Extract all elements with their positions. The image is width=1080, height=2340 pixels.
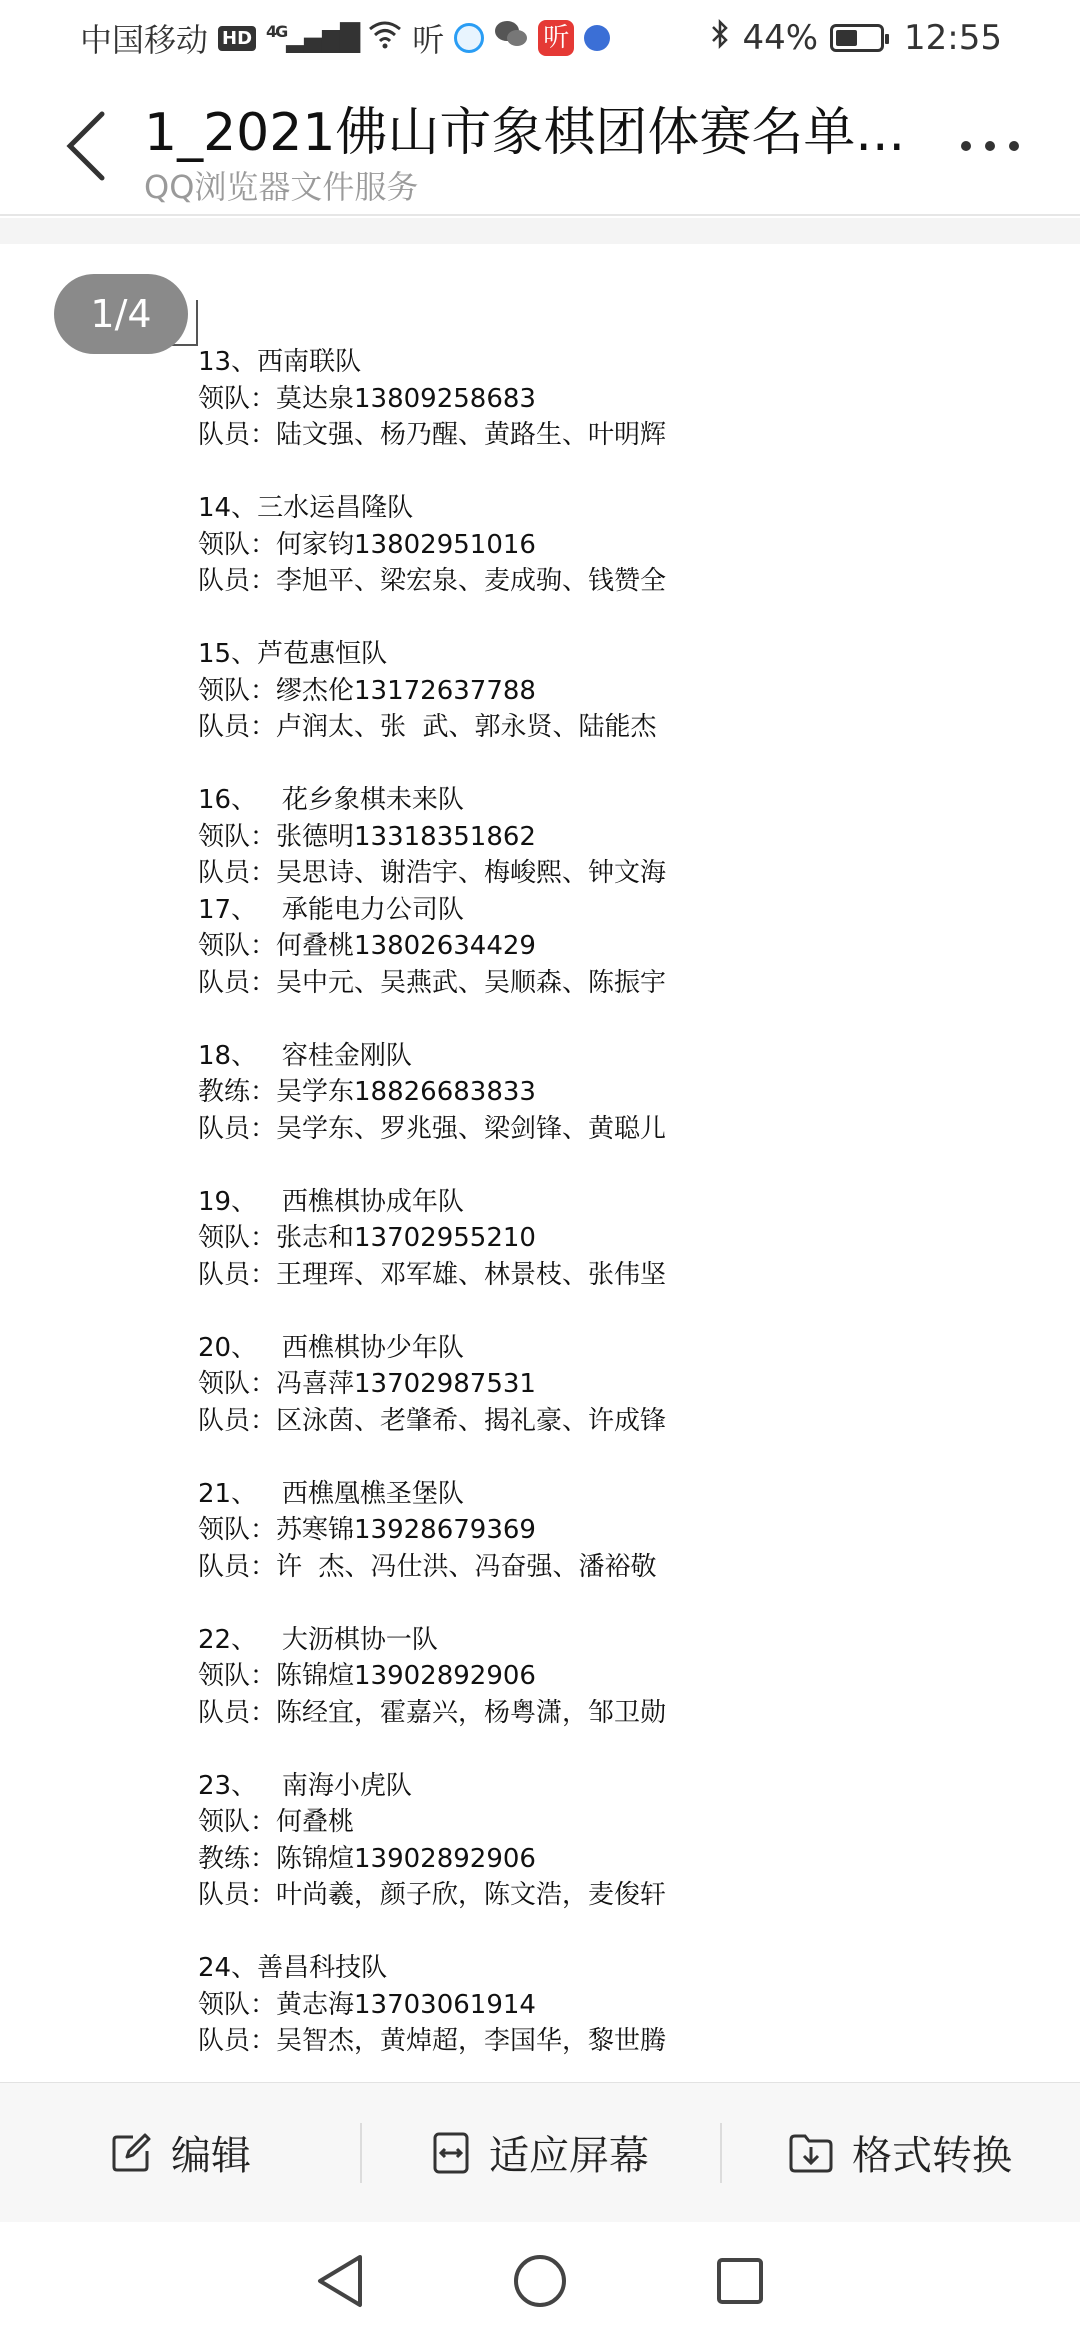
bluetooth-icon <box>710 18 730 59</box>
wechat-icon <box>494 19 528 57</box>
fit-screen-icon <box>431 2131 471 2175</box>
document-line: 教练：吴学东18826683833 <box>198 1077 536 1107</box>
battery-icon <box>830 24 884 52</box>
back-arrow-icon <box>64 110 108 182</box>
blank-line <box>198 1001 1038 1038</box>
title-bar <box>0 76 1080 216</box>
battery-percent: 44% <box>742 18 819 58</box>
document-line: 领队：苏寒锦13928679369 <box>198 1515 536 1545</box>
document-line: 队员：王理珲、邓军雄、林景枝、张伟坚 <box>198 1259 667 1290</box>
hd-icon: HD <box>218 26 256 51</box>
page-indicator: 1/4 <box>54 274 188 354</box>
document-line: 领队：何家钧13802951016 <box>198 529 536 560</box>
music-app-icon <box>584 25 610 51</box>
edit-button[interactable] <box>0 2083 360 2222</box>
status-bar <box>0 0 1080 76</box>
blank-line <box>198 1147 1038 1184</box>
document-line: 领队：陈锦煊13902892906 <box>198 1661 536 1691</box>
document-line: 队员：李旭平、梁宏泉、麦成驹、钱赞全 <box>198 566 667 596</box>
nav-back-button[interactable] <box>305 2246 375 2316</box>
document-page[interactable] <box>0 244 1080 2080</box>
document-line: 领队：莫达泉13809258683 <box>198 383 536 414</box>
navigation-bar <box>0 2222 1080 2340</box>
wifi-icon <box>368 19 402 57</box>
edit-label: 编辑 <box>171 2133 251 2179</box>
blank-line <box>198 1731 1038 1768</box>
document-line: 13、西南联队 <box>198 347 362 377</box>
network-label: 4G <box>266 22 287 42</box>
document-title: 1_2021佛山市象棋团体赛名单... <box>144 103 906 163</box>
document-viewer[interactable] <box>0 218 1080 2080</box>
document-line: 19、 西樵棋协成年队 <box>198 1186 464 1217</box>
blank-line <box>198 1439 1038 1476</box>
format-convert-label: 格式转换 <box>852 2133 1012 2179</box>
folder-download-icon <box>788 2132 834 2174</box>
circle-home-icon <box>512 2253 568 2309</box>
document-line: 14、三水运昌隆队 <box>198 493 414 523</box>
edit-icon <box>109 2131 153 2175</box>
weibo-listen-icon: 听 <box>538 20 574 56</box>
document-line: 队员：许 杰、冯仕洪、冯奋强、潘裕敬 <box>198 1551 657 1582</box>
document-line: 队员：吴学东、罗兆强、梁剑锋、黄聪儿 <box>198 1113 667 1144</box>
document-line: 队员：陈经宜，霍嘉兴，杨粤潇，邹卫勋 <box>198 1697 667 1728</box>
document-line: 领队：何叠桃13802634429 <box>198 931 536 961</box>
document-line: 领队：冯喜萍13702987531 <box>198 1369 536 1399</box>
document-line: 领队：张德明13318351862 <box>198 821 536 852</box>
blank-line <box>198 1293 1038 1330</box>
bottom-toolbar <box>0 2082 1080 2222</box>
document-line: 领队：黄志海13703061914 <box>198 1989 536 2020</box>
document-line: 领队：张志和13702955210 <box>198 1223 536 1253</box>
blank-line <box>198 1585 1038 1622</box>
document-line: 17、 承能电力公司队 <box>198 894 464 925</box>
clock: 12:55 <box>904 18 1002 58</box>
more-dot-icon <box>1009 141 1019 151</box>
document-line: 队员：区泳茵、老肇希、揭礼豪、许成锋 <box>198 1405 667 1436</box>
nav-home-button[interactable] <box>505 2246 575 2316</box>
document-line: 队员：吴中元、吴燕武、吴顺森、陈振宇 <box>198 967 667 998</box>
document-line: 15、芦苞惠恒队 <box>198 639 388 669</box>
document-line: 20、 西樵棋协少年队 <box>198 1332 464 1363</box>
document-line: 领队：缪杰伦13172637788 <box>198 675 536 706</box>
document-subtitle: QQ浏览器文件服务 <box>144 168 419 206</box>
status-bar-right <box>710 14 1002 62</box>
document-line: 16、 花乡象棋未来队 <box>198 785 464 815</box>
triangle-back-icon <box>314 2253 366 2309</box>
square-recents-icon <box>715 2256 765 2306</box>
back-button[interactable] <box>56 104 116 188</box>
blank-line <box>198 746 1038 783</box>
document-line: 21、 西樵凰樵圣堡队 <box>198 1478 464 1509</box>
document-line: 23、 南海小虎队 <box>198 1770 412 1801</box>
browser-app-icon <box>454 23 484 53</box>
document-line: 18、 容桂金刚队 <box>198 1040 412 1071</box>
document-text <box>198 344 1038 2060</box>
nav-recents-button[interactable] <box>705 2246 775 2316</box>
carrier-label: 中国移动 <box>80 21 209 59</box>
format-convert-button[interactable] <box>720 2083 1080 2222</box>
document-line: 24、善昌科技队 <box>198 1953 388 1983</box>
blank-line <box>198 600 1038 637</box>
status-bar-left <box>80 14 610 62</box>
more-options-button[interactable] <box>950 126 1030 166</box>
more-dot-icon <box>961 141 971 151</box>
document-line: 队员：吴智杰，黄焯超，李国华，黎世腾 <box>198 2026 667 2056</box>
document-line: 领队：何叠桃 <box>198 1807 355 1837</box>
document-line: 队员：陆文强、杨乃醒、黄路生、叶明辉 <box>198 420 667 450</box>
document-line: 队员：叶尚羲，颜子欣，陈文浩，麦俊轩 <box>198 1880 667 1910</box>
document-line: 教练：陈锦煊13902892906 <box>198 1843 536 1874</box>
fit-screen-button[interactable] <box>360 2083 720 2222</box>
listen-app-icon: 听 <box>412 21 445 59</box>
blank-line <box>198 454 1038 491</box>
document-line: 22、 大沥棋协一队 <box>198 1624 438 1655</box>
blank-line <box>198 1914 1038 1951</box>
signal-icon: $^{4G}$▂▄▆█ <box>266 22 359 54</box>
more-dot-icon <box>985 141 995 151</box>
document-line: 队员：卢润太、张 武、郭永贤、陆能杰 <box>198 712 657 742</box>
fit-screen-label: 适应屏幕 <box>489 2133 649 2179</box>
document-line: 队员：吴思诗、谢浩宇、梅峻熙、钟文海 <box>198 858 667 888</box>
